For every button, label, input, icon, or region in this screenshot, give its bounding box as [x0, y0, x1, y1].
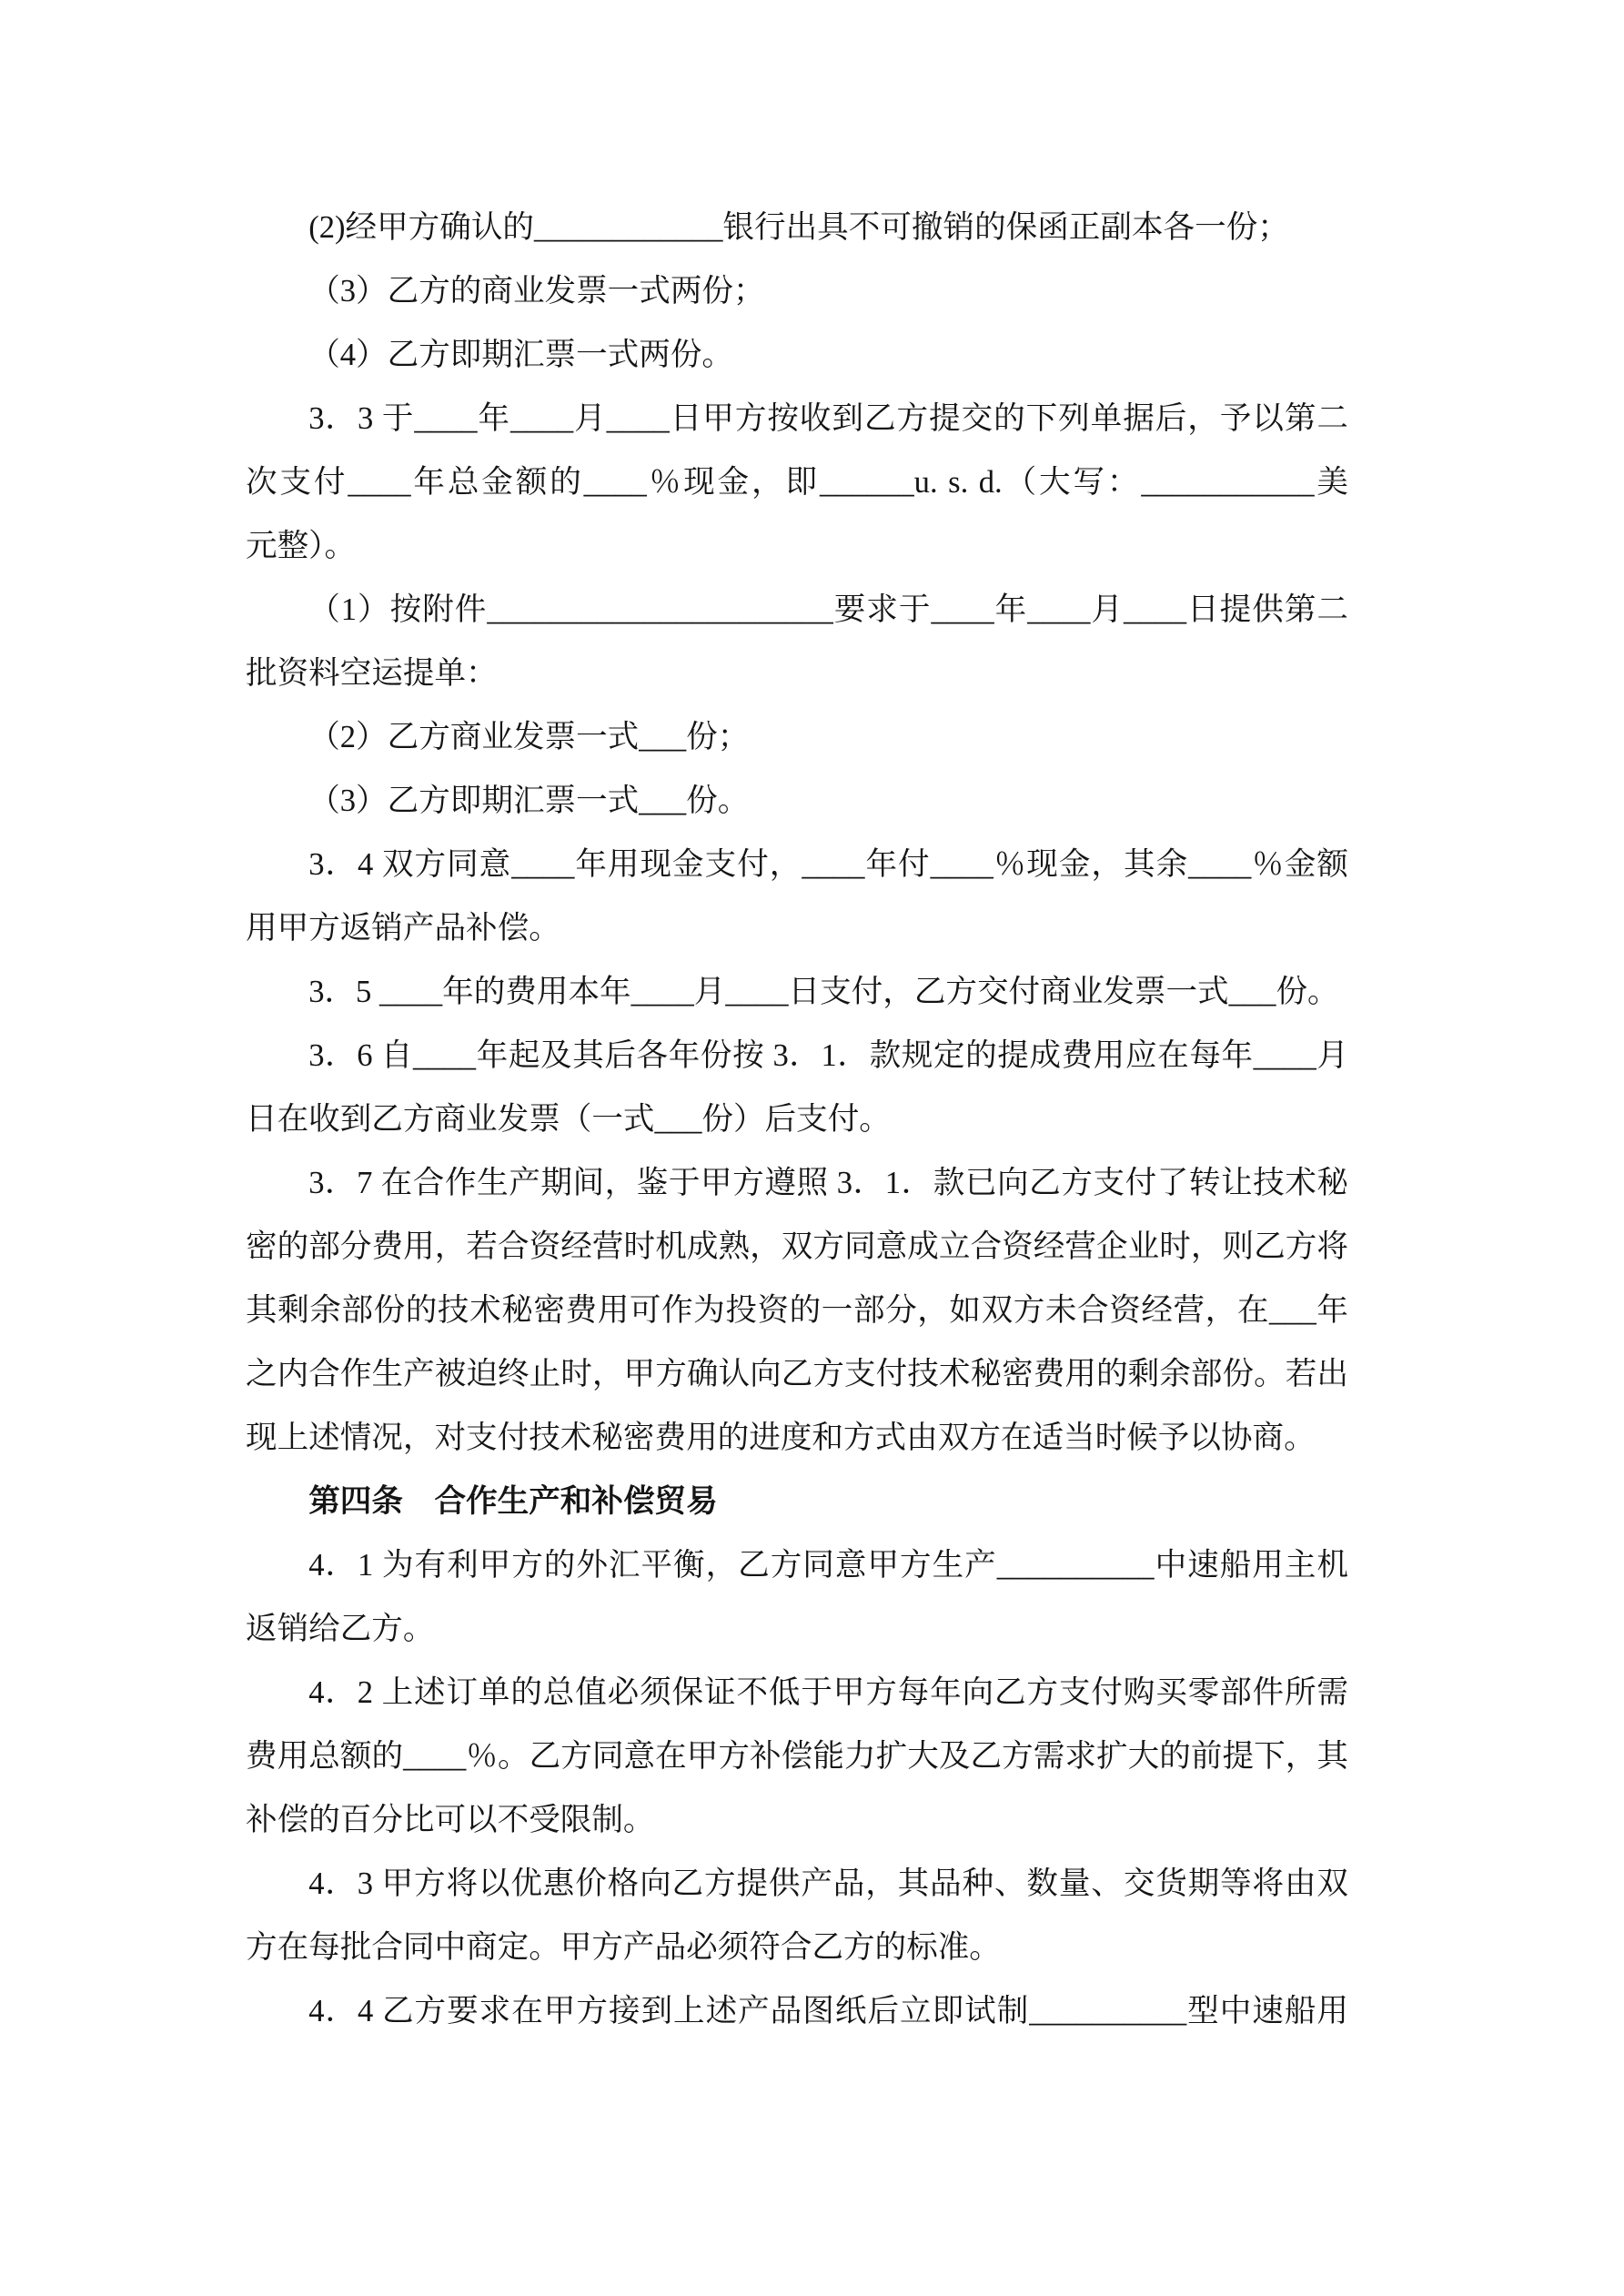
document-line: (2)经甲方确认的____________银行出具不可撤销的保函正副本各一份；	[308, 210, 1289, 245]
document-line: 密的部分费用，若合资经营时机成熟，双方同意成立合资经营企业时，则乙方将	[246, 1229, 1348, 1264]
section-heading: 第四条 合作生产和补偿贸易	[308, 1484, 718, 1519]
document-line: 3．5 ____年的费用本年____月____日支付，乙方交付商业发票一式___份。	[308, 975, 1339, 1009]
document-line: 用甲方返销产品补偿。	[246, 911, 560, 946]
document-line: 4．3 甲方将以优惠价格向乙方提供产品，其品种、数量、交货期等将由双	[308, 1866, 1348, 1901]
document-line: （3）乙方的商业发票一式两份；	[308, 274, 765, 308]
document-line: 费用总额的____％。乙方同意在甲方补偿能力扩大及乙方需求扩大的前提下，其	[246, 1739, 1348, 1774]
document-line: 4．4 乙方要求在甲方接到上述产品图纸后立即试制__________型中速船用	[308, 1994, 1348, 2028]
document-line: 日在收到乙方商业发票（一式___份）后支付。	[246, 1102, 891, 1137]
document-line: （3）乙方即期汇票一式___份。	[308, 784, 750, 818]
document-line: 3．7 在合作生产期间，鉴于甲方遵照 3．1．款已向乙方支付了转让技术秘	[308, 1166, 1348, 1200]
document-line: 之内合作生产被迫终止时，甲方确认向乙方支付技术秘密费用的剩余部份。若出	[246, 1357, 1348, 1391]
document-line: （4）乙方即期汇票一式两份。	[308, 338, 733, 372]
document-line: 次支付____年总金额的____％现金，即______u. s. d.（大写：___________美	[246, 465, 1348, 500]
document-body	[246, 196, 1348, 2043]
document-line: 3．3 于____年____月____日甲方按收到乙方提交的下列单据后，予以第二	[308, 401, 1348, 436]
document-line: 补偿的百分比可以不受限制。	[246, 1803, 655, 1837]
document-line: 4．2 上述订单的总值必须保证不低于甲方每年向乙方支付购买零部件所需	[308, 1675, 1348, 1710]
document-line: 3．6 自____年起及其后各年份按 3．1．款规定的提成费用应在每年____月	[308, 1038, 1348, 1073]
document-line: 4．1 为有利甲方的外汇平衡，乙方同意甲方生产__________中速船用主机	[308, 1548, 1348, 1583]
document-line: 现上述情况，对支付技术秘密费用的进度和方式由双方在适当时候予以协商。	[246, 1421, 1316, 1455]
document-line: （1）按附件______________________要求于____年____月____日提供第二	[308, 592, 1348, 627]
document-line: 批资料空运提单：	[246, 656, 498, 691]
document-line: 方在每批合同中商定。甲方产品必须符合乙方的标准。	[246, 1930, 1001, 1965]
document-line: 其剩余部份的技术秘密费用可作为投资的一部分，如双方未合资经营，在___年	[246, 1293, 1348, 1328]
document-line: 3．4 双方同意____年用现金支付，____年付____％现金，其余____％金额	[308, 847, 1348, 882]
document-line: 元整）。	[246, 529, 357, 563]
document-line: 返销给乙方。	[246, 1612, 435, 1646]
document-line: （2）乙方商业发票一式___份；	[308, 720, 750, 754]
